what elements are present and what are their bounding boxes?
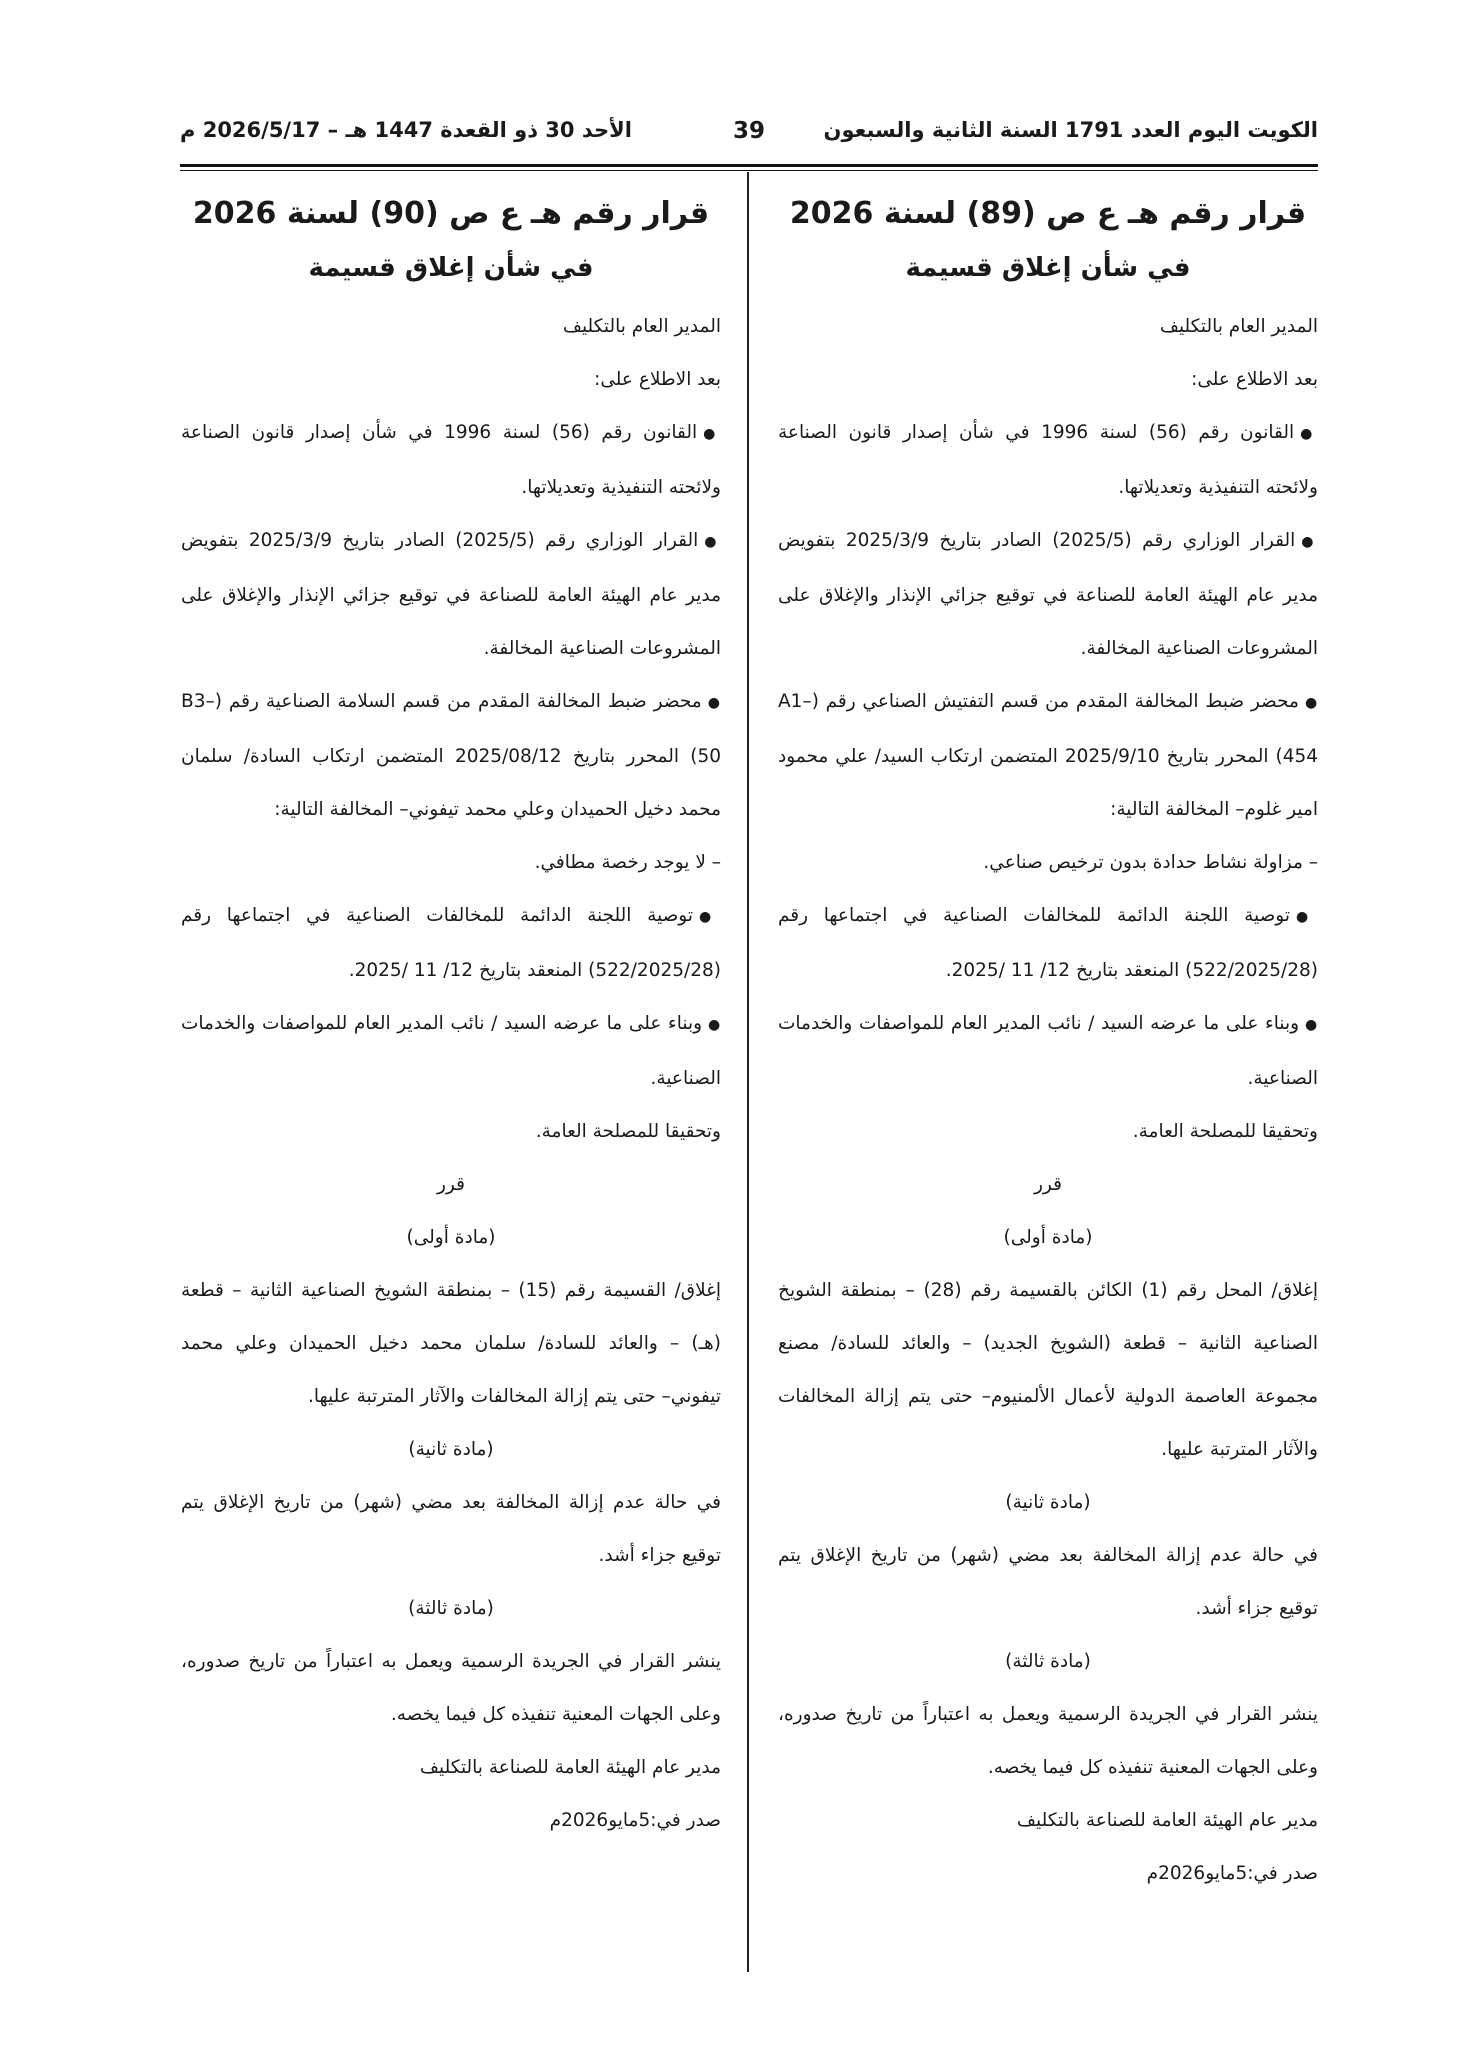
paragraph: ● توصية اللجنة الدائمة للمخالفات الصناعية في اجتماعها رقم (522/2025/28) المنعقد بتاريخ 12/ 11 /2025.	[181, 889, 721, 997]
decision-title: قرار رقم هـ ع ص (90) لسنة 2026	[192, 196, 710, 231]
page-number: 39	[732, 118, 766, 144]
header-rule-thin	[180, 170, 1318, 171]
paragraph: (مادة أولى)	[406, 1227, 496, 1248]
decision-89-column	[778, 172, 1318, 1900]
paragraph: قرر	[437, 1174, 465, 1195]
paragraph: – لا يوجد رخصة مطافي.	[534, 852, 721, 873]
paragraph: ● القانون رقم (56) لسنة 1996 في شأن إصدار قانون الصناعة ولائحته التنفيذية وتعديلاتها.	[181, 406, 721, 514]
paragraph: ● محضر ضبط المخالفة المقدم من قسم السلامة الصناعية رقم (B3–50) المحرر بتاريخ 2025/08/12 المتضمن ارتكاب السادة/ سلمان محمد دخيل الحميدان وعلي محمد تيفوني– المخالفة التالية:	[181, 675, 721, 836]
paragraph: ● وبناء على ما عرضه السيد / نائب المدير العام للمواصفات والخدمات الصناعية.	[778, 997, 1318, 1105]
page-header	[180, 118, 1318, 158]
column-divider	[747, 172, 749, 1972]
paragraph: إغلاق/ المحل رقم (1) الكائن بالقسيمة رقم (28) – بمنطقة الشويخ الصناعية الثانية – قطعة (الشويخ الجديد) – والعائد للسادة/ مصنع مجموعة العاصمة الدولية لأعمال الألمنيوم– حتى يتم إزالة المخالفات والآثار المترتبة عليها.	[778, 1280, 1318, 1460]
paragraph: المدير العام بالتكليف	[1159, 316, 1318, 337]
paragraph: ينشر القرار في الجريدة الرسمية ويعمل به اعتباراً من تاريخ صدوره، وعلى الجهات المعنية تنفيذه كل فيما يخصه.	[181, 1651, 721, 1725]
paragraph: بعد الاطلاع على:	[1191, 369, 1318, 390]
paragraph: ● توصية اللجنة الدائمة للمخالفات الصناعية في اجتماعها رقم (522/2025/28) المنعقد بتاريخ 12/ 11 /2025.	[778, 889, 1318, 997]
paragraph: في حالة عدم إزالة المخالفة بعد مضي (شهر) من تاريخ الإغلاق يتم توقيع جزاء أشد.	[778, 1545, 1318, 1619]
paragraph: قرر	[1034, 1174, 1062, 1195]
paragraph: ● وبناء على ما عرضه السيد / نائب المدير العام للمواصفات والخدمات الصناعية.	[181, 997, 721, 1105]
issue-date: صدر في:5مايو2026م	[1146, 1863, 1318, 1884]
paragraph: وتحقيقا للمصلحة العامة.	[535, 1121, 721, 1142]
paragraph: في حالة عدم إزالة المخالفة بعد مضي (شهر) من تاريخ الإغلاق يتم توقيع جزاء أشد.	[181, 1492, 721, 1566]
decision-body	[181, 300, 721, 1847]
decision-subtitle: في شأن إغلاق قسيمة	[905, 253, 1191, 283]
issue-date: صدر في:5مايو2026م	[549, 1810, 721, 1831]
paragraph: بعد الاطلاع على:	[594, 369, 721, 390]
signature-title: مدير عام الهيئة العامة للصناعة بالتكليف	[419, 1757, 721, 1778]
paragraph: (مادة ثانية)	[1005, 1492, 1091, 1513]
paragraph: (مادة أولى)	[1003, 1227, 1093, 1248]
decision-body	[778, 300, 1318, 1900]
paragraph: ● القرار الوزاري رقم (2025/5) الصادر بتاريخ 2025/3/9 بتفويض مدير عام الهيئة العامة للصناعة في توقيع جزائي الإنذار والإغلاق على المشروعات الصناعية المخالفة.	[778, 514, 1318, 675]
decision-title: قرار رقم هـ ع ص (89) لسنة 2026	[789, 196, 1307, 231]
paragraph: (مادة ثالثة)	[408, 1598, 494, 1619]
paragraph: إغلاق/ القسيمة رقم (15) – بمنطقة الشويخ الصناعية الثانية – قطعة (هـ) – والعائد للسادة/ سلمان محمد دخيل الحميدان وعلي محمد تيفوني– حتى يتم إزالة المخالفات والآثار المترتبة عليها.	[181, 1280, 721, 1407]
header-rule-thick	[180, 164, 1318, 167]
decision-90-column	[181, 172, 721, 1847]
paragraph: ● القانون رقم (56) لسنة 1996 في شأن إصدار قانون الصناعة ولائحته التنفيذية وتعديلاتها.	[778, 406, 1318, 514]
decision-subtitle: في شأن إغلاق قسيمة	[308, 253, 594, 283]
header-date: الأحد 30 ذو القعدة 1447 هـ – 2026/5/17 م	[180, 118, 632, 142]
paragraph: (مادة ثالثة)	[1005, 1651, 1091, 1672]
header-issue: الكويت اليوم العدد 1791 السنة الثانية والسبعون	[823, 118, 1318, 142]
paragraph: ينشر القرار في الجريدة الرسمية ويعمل به اعتباراً من تاريخ صدوره، وعلى الجهات المعنية تنفيذه كل فيما يخصه.	[778, 1704, 1318, 1778]
paragraph: (مادة ثانية)	[408, 1439, 494, 1460]
paragraph: – مزاولة نشاط حدادة بدون ترخيص صناعي.	[983, 852, 1318, 873]
paragraph: ● القرار الوزاري رقم (2025/5) الصادر بتاريخ 2025/3/9 بتفويض مدير عام الهيئة العامة للصناعة في توقيع جزائي الإنذار والإغلاق على المشروعات الصناعية المخالفة.	[181, 514, 721, 675]
signature-title: مدير عام الهيئة العامة للصناعة بالتكليف	[1016, 1810, 1318, 1831]
paragraph: المدير العام بالتكليف	[562, 316, 721, 337]
paragraph: ● محضر ضبط المخالفة المقدم من قسم التفتيش الصناعي رقم (A1–454) المحرر بتاريخ 2025/9/10 المتضمن ارتكاب السيد/ علي محمود امير غلوم– المخالفة التالية:	[778, 675, 1318, 836]
paragraph: وتحقيقا للمصلحة العامة.	[1132, 1121, 1318, 1142]
